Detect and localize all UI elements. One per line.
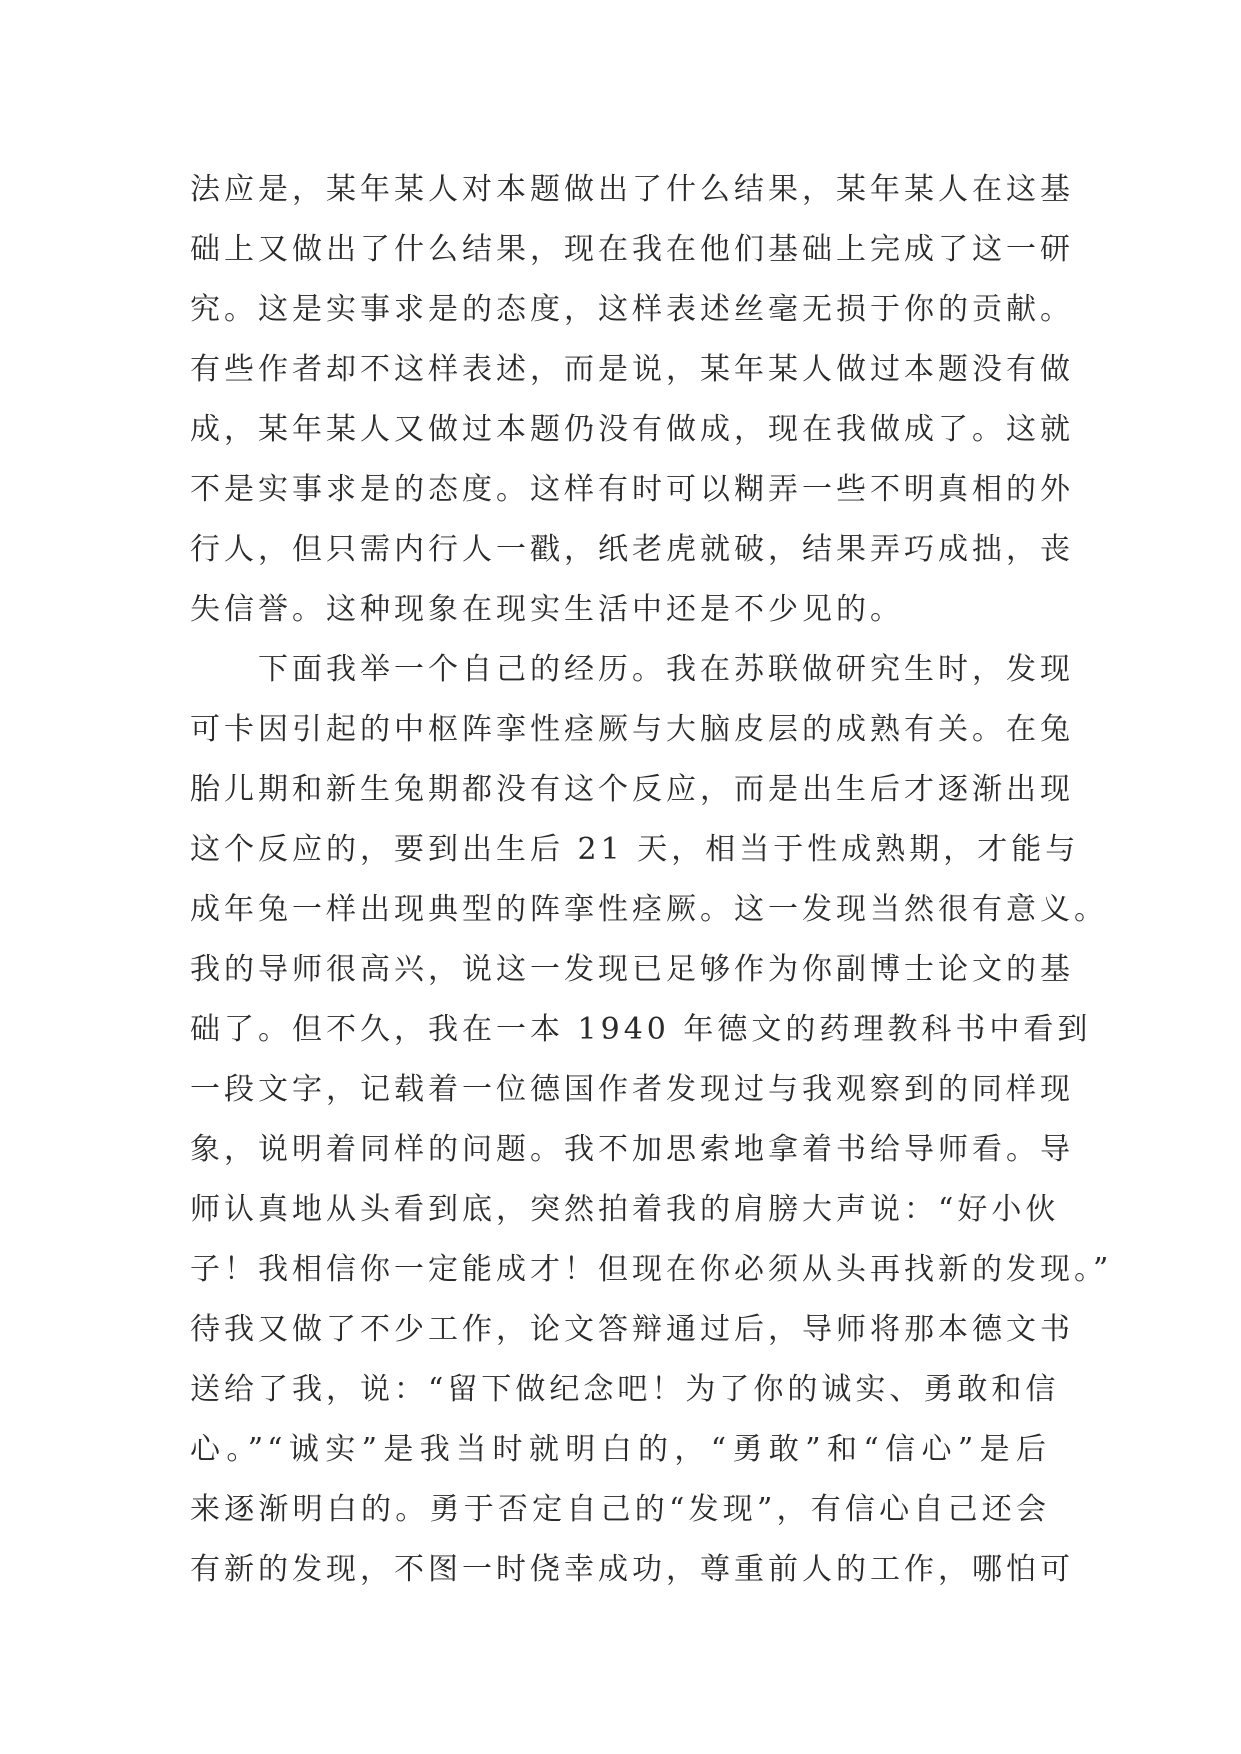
text-line-9: 下面我举一个自己的经历。我在苏联做研究生时，发现 bbox=[258, 652, 1074, 687]
text-line-13: 成年兔一样出现典型的阵挛性痉厥。这一发现当然很有意义。 bbox=[190, 892, 1108, 927]
text-line-20: 待我又做了不少工作，论文答辩通过后，导师将那本德文书 bbox=[190, 1312, 1074, 1347]
text-line-7: 行人，但只需内行人一戳，纸老虎就破，结果弄巧成拙，丧 bbox=[190, 532, 1074, 567]
body-text bbox=[190, 160, 1113, 1600]
text-line-14: 我的导师很高兴，说这一发现已足够作为你副博士论文的基 bbox=[190, 952, 1074, 987]
text-line-17: 象，说明着同样的问题。我不加思索地拿着书给导师看。导 bbox=[190, 1132, 1074, 1167]
text-line-19: 子！我相信你一定能成才！但现在你必须从头再找新的发现。” bbox=[190, 1252, 1113, 1287]
text-line-22: 心。”“诚实”是我当时就明白的，“勇敢”和“信心”是后 bbox=[190, 1432, 1050, 1467]
text-line-16: 一段文字，记载着一位德国作者发现过与我观察到的同样现 bbox=[190, 1072, 1074, 1107]
text-line-10: 可卡因引起的中枢阵挛性痉厥与大脑皮层的成熟有关。在兔 bbox=[190, 712, 1074, 747]
text-line-15: 础了。但不久，我在一本 1940 年德文的药理教科书中看到 bbox=[190, 1012, 1092, 1047]
text-line-8: 失信誉。这种现象在现实生活中还是不少见的。 bbox=[190, 592, 904, 627]
text-line-11: 胎儿期和新生兔期都没有这个反应，而是出生后才逐渐出现 bbox=[190, 772, 1074, 807]
text-line-3: 究。这是实事求是的态度，这样表述丝毫无损于你的贡献。 bbox=[190, 292, 1074, 327]
text-line-18: 师认真地从头看到底，突然拍着我的肩膀大声说：“好小伙 bbox=[190, 1192, 1060, 1227]
text-line-6: 不是实事求是的态度。这样有时可以糊弄一些不明真相的外 bbox=[190, 472, 1074, 507]
text-line-21: 送给了我，说：“留下做纪念吧！为了你的诚实、勇敢和信 bbox=[190, 1372, 1060, 1407]
text-line-4: 有些作者却不这样表述，而是说，某年某人做过本题没有做 bbox=[190, 352, 1074, 387]
text-line-2: 础上又做出了什么结果，现在我在他们基础上完成了这一研 bbox=[190, 232, 1074, 267]
text-line-12: 这个反应的，要到出生后 21 天，相当于性成熟期，才能与 bbox=[190, 832, 1080, 867]
text-line-24: 有新的发现，不图一时侥幸成功，尊重前人的工作，哪怕可 bbox=[190, 1552, 1074, 1587]
text-line-1: 法应是，某年某人对本题做出了什么结果，某年某人在这基 bbox=[190, 172, 1074, 207]
text-line-23: 来逐渐明白的。勇于否定自己的“发现”，有信心自己还会 bbox=[190, 1492, 1050, 1527]
text-line-5: 成，某年某人又做过本题仍没有做成，现在我做成了。这就 bbox=[190, 412, 1074, 447]
